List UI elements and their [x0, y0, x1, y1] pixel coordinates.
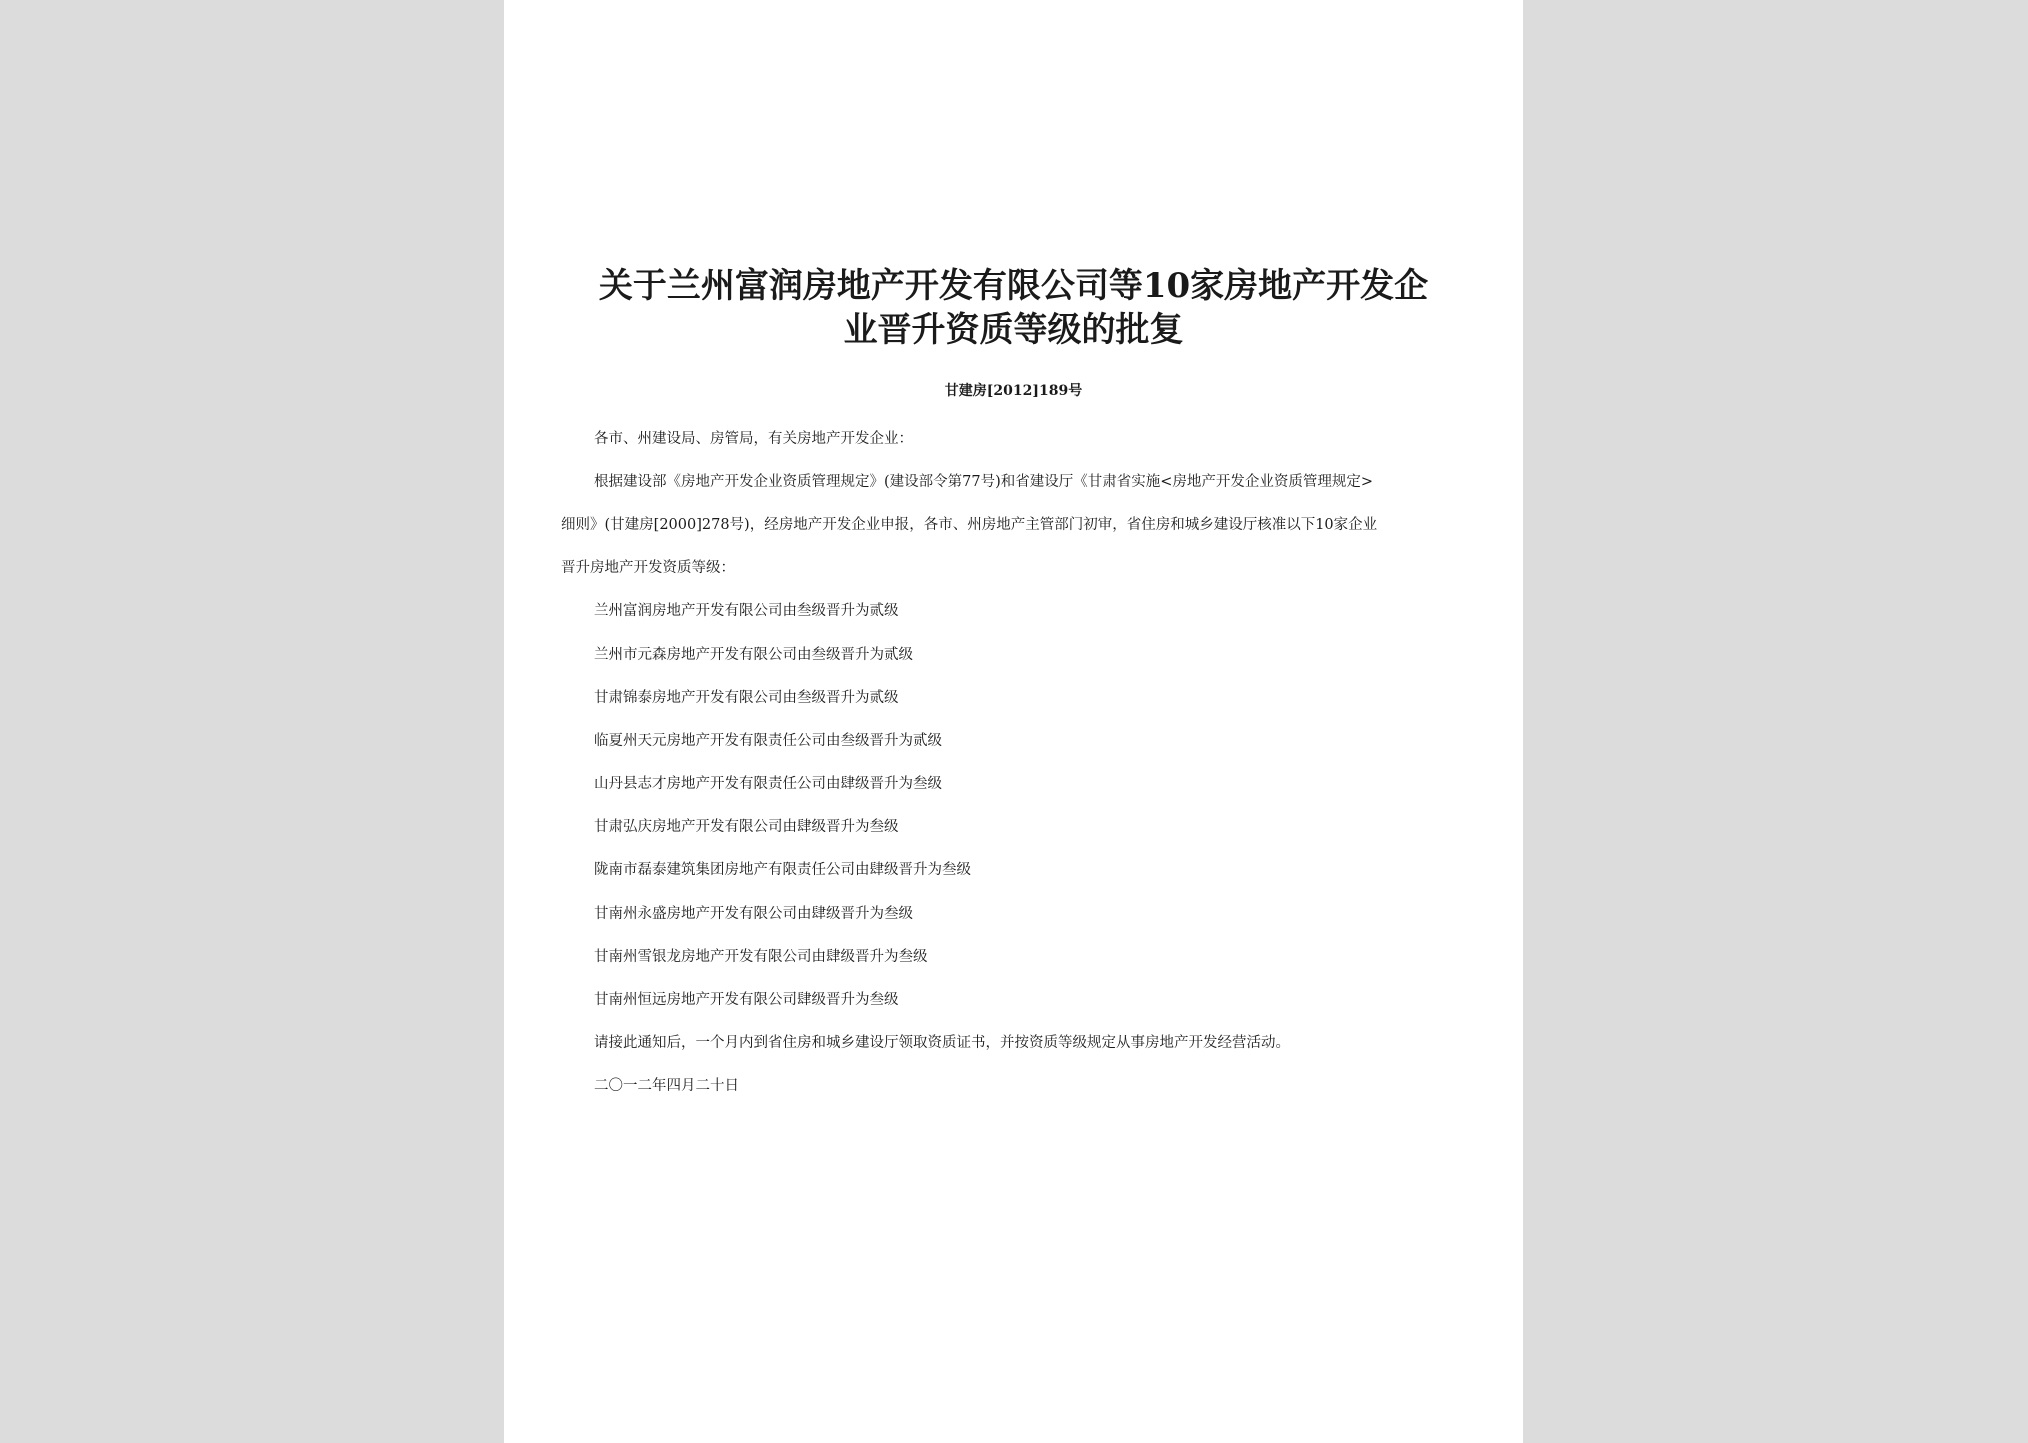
company-item: 甘南州永盛房地产开发有限公司由肆级晋升为叁级	[594, 906, 913, 922]
company-item: 山丹县志才房地产开发有限责任公司由肆级晋升为叁级	[594, 776, 942, 792]
company-item: 甘肃弘庆房地产开发有限公司由肆级晋升为叁级	[594, 819, 899, 835]
document-page	[504, 0, 1523, 1443]
body-line: 晋升房地产开发资质等级：	[561, 560, 735, 576]
document-number: 甘建房[2012]189号	[944, 383, 1083, 399]
document-title-line-2: 业晋升资质等级的批复	[843, 310, 1184, 350]
company-item: 陇南市磊泰建筑集团房地产有限责任公司由肆级晋升为叁级	[594, 862, 971, 878]
company-item: 甘肃锦泰房地产开发有限公司由叁级晋升为贰级	[594, 690, 899, 706]
document-date: 二〇一二年四月二十日	[594, 1078, 739, 1094]
company-item: 甘南州雪银龙房地产开发有限公司由肆级晋升为叁级	[594, 949, 928, 965]
company-item: 临夏州天元房地产开发有限责任公司由叁级晋升为贰级	[594, 733, 942, 749]
document-title-line-1: 关于兰州富润房地产开发有限公司等10家房地产开发企	[598, 266, 1429, 306]
body-line: 细则》(甘建房[2000]278号)，经房地产开发企业申报，各市、州房地产主管部门初审，省住房和城乡建设厅核准以下10家企业	[561, 517, 1378, 533]
closing-paragraph: 请接此通知后，一个月内到省住房和城乡建设厅领取资质证书，并按资质等级规定从事房地产开发经营活动。	[594, 1035, 1290, 1051]
salutation: 各市、州建设局、房管局，有关房地产开发企业：	[594, 431, 913, 447]
body-line: 根据建设部《房地产开发企业资质管理规定》(建设部令第77号)和省建设厅《甘肃省实施<房地产开发企业资质管理规定>	[594, 474, 1374, 490]
company-item: 兰州富润房地产开发有限公司由叁级晋升为贰级	[594, 603, 899, 619]
company-item: 兰州市元森房地产开发有限公司由叁级晋升为贰级	[594, 647, 913, 663]
company-item: 甘南州恒远房地产开发有限公司肆级晋升为叁级	[594, 992, 899, 1008]
